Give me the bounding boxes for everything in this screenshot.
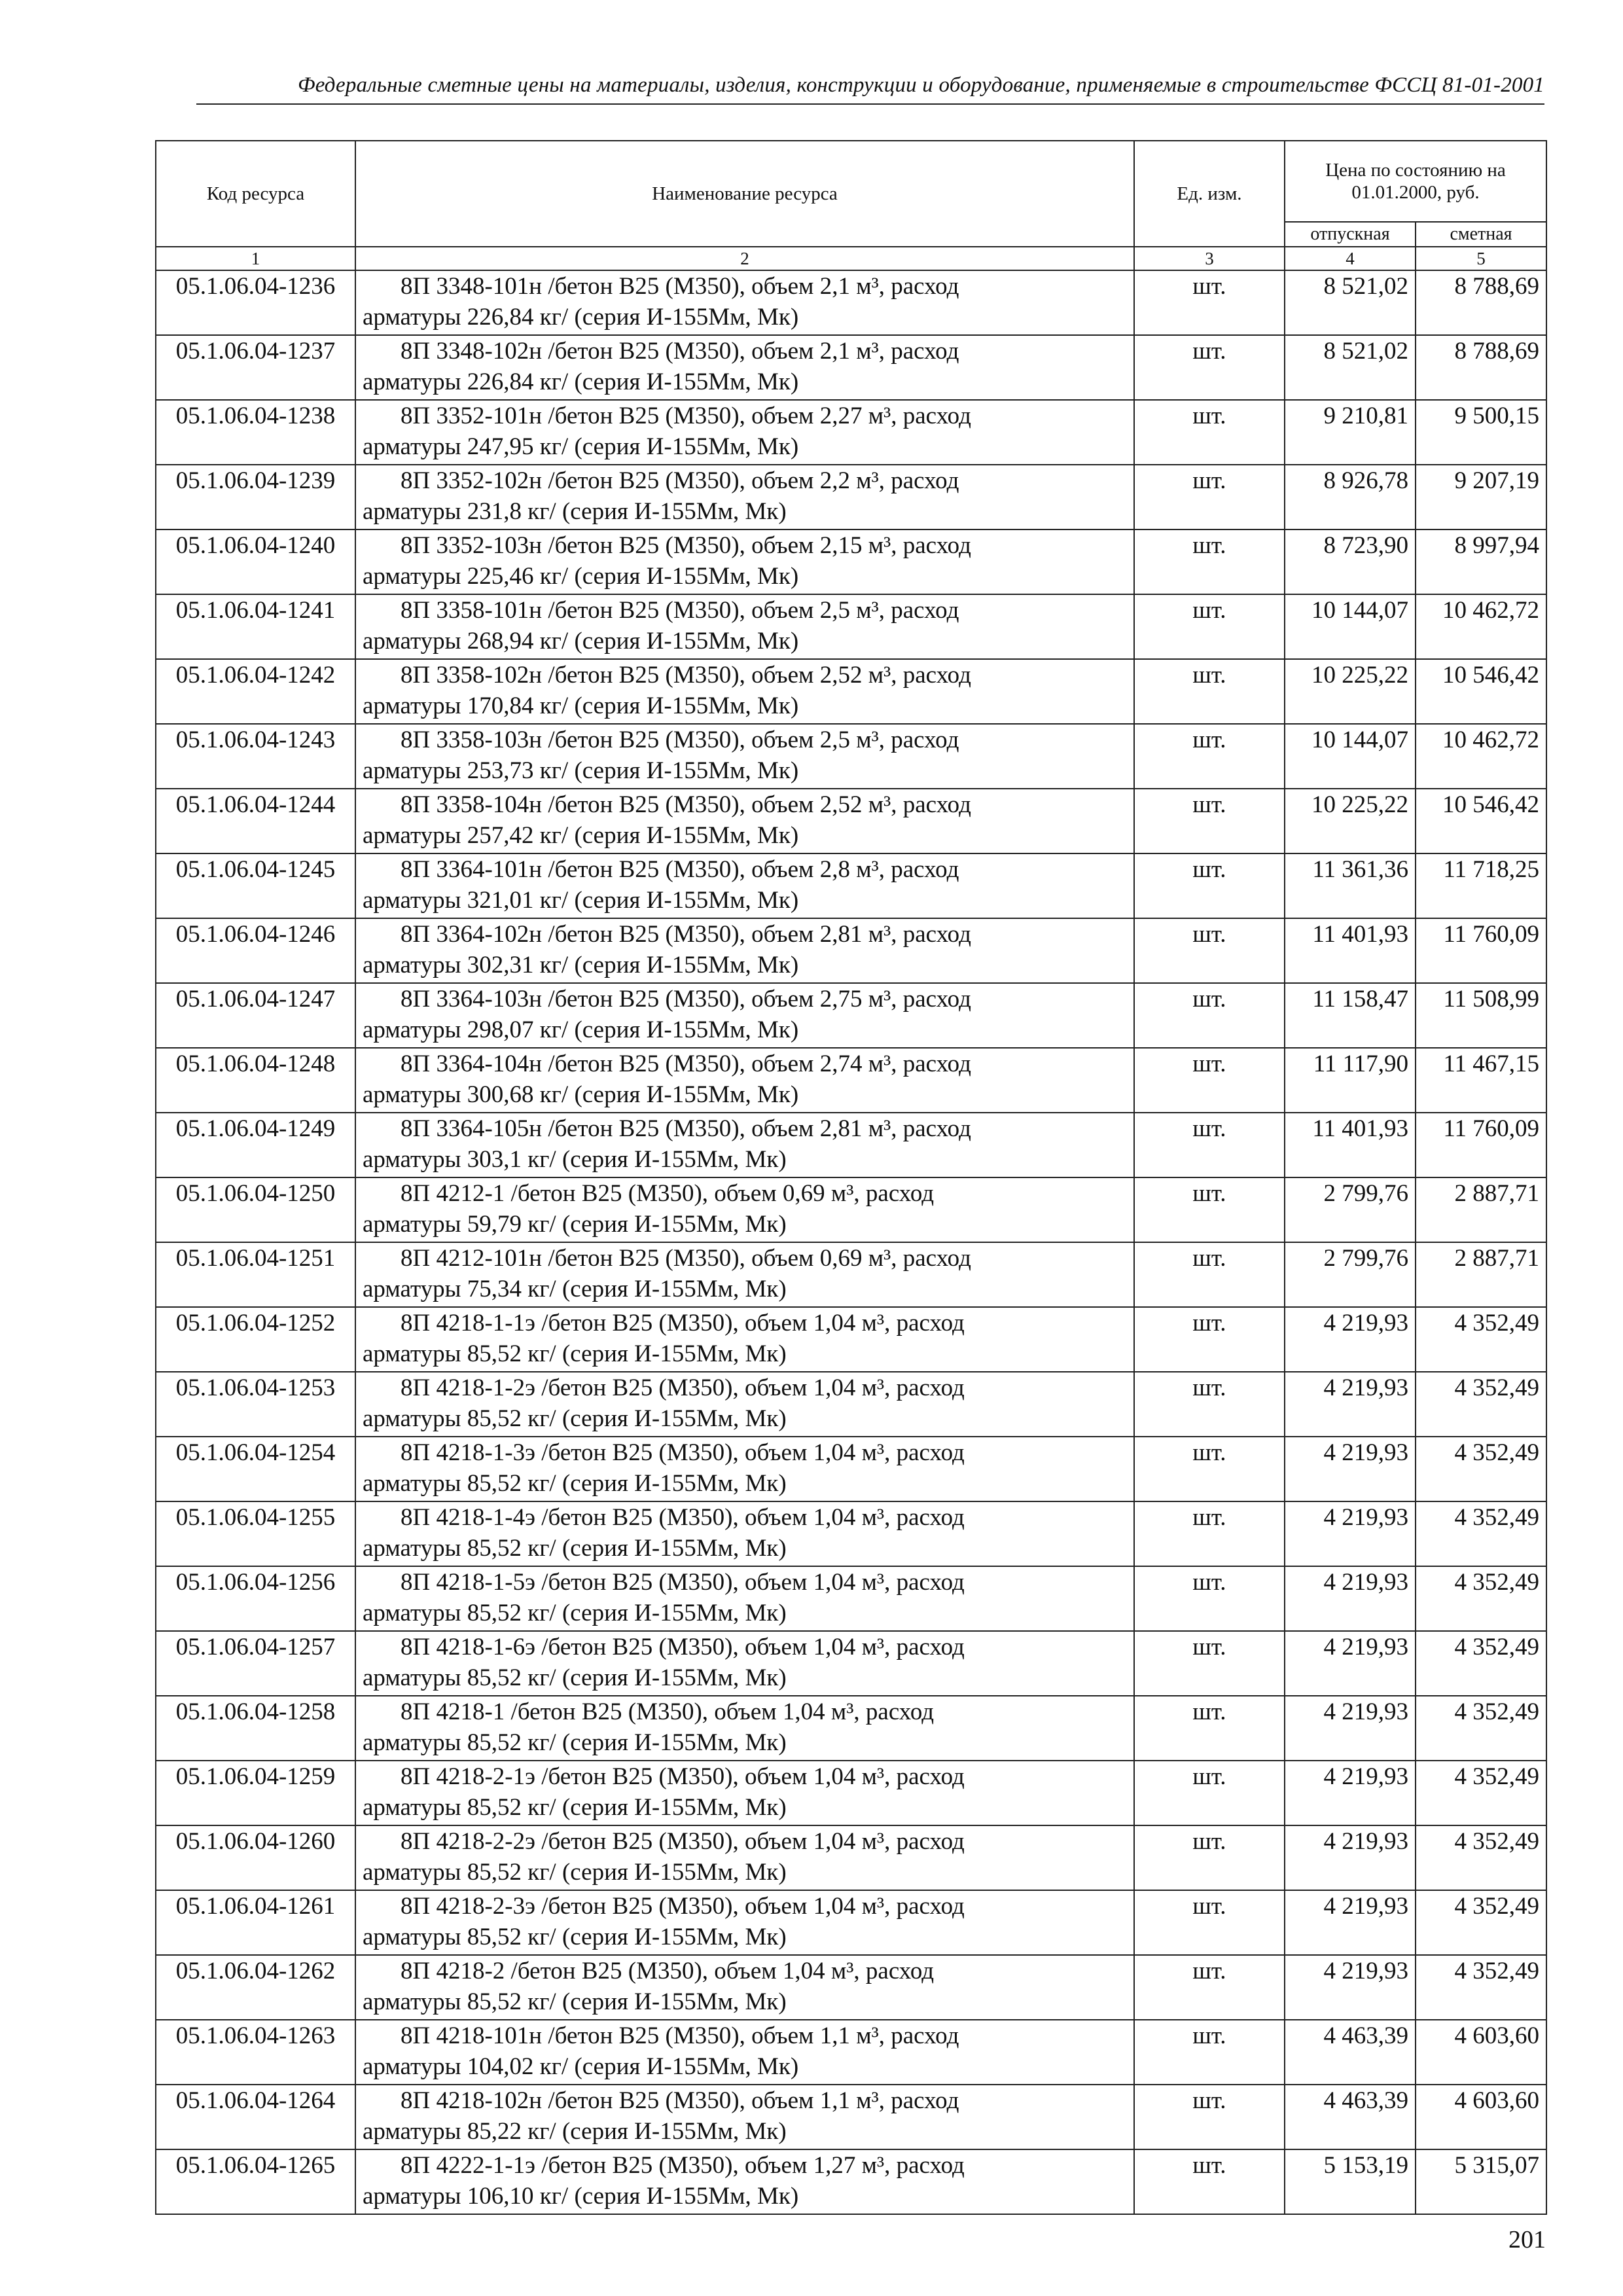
resource-name-line: 8П 3358-102н /бетон В25 (М350), объем 2,52 м³, расход xyxy=(401,662,971,689)
resource-name-line: арматуры 298,07 кг/ (серия И-155Мм, Мк) xyxy=(363,1016,799,1043)
unit-of-measure: шт. xyxy=(1134,1825,1285,1890)
release-price: 4 219,93 xyxy=(1285,1372,1416,1437)
resource-code: 05.1.06.04-1238 xyxy=(156,400,355,465)
resource-code: 05.1.06.04-1244 xyxy=(156,789,355,853)
release-price: 5 153,19 xyxy=(1285,2149,1416,2214)
resource-name-line: 8П 4218-1-4э /бетон В25 (М350), объем 1,04 м³, расход xyxy=(401,1504,965,1531)
estimate-price: 4 352,49 xyxy=(1416,1955,1546,2020)
resource-name-line: арматуры 247,95 кг/ (серия И-155Мм, Мк) xyxy=(363,433,799,460)
resource-name xyxy=(355,400,1134,465)
unit-of-measure: шт. xyxy=(1134,918,1285,983)
resource-name-line: 8П 4212-101н /бетон В25 (М350), объем 0,69 м³, расход xyxy=(401,1245,971,1272)
unit-of-measure: шт. xyxy=(1134,724,1285,789)
resource-name-line: 8П 3348-102н /бетон В25 (М350), объем 2,1 м³, расход xyxy=(401,338,959,365)
resource-name-line: 8П 4218-2-1э /бетон В25 (М350), объем 1,04 м³, расход xyxy=(401,1763,965,1790)
resource-name xyxy=(355,1242,1134,1307)
resource-code: 05.1.06.04-1259 xyxy=(156,1761,355,1825)
table-row xyxy=(156,465,1546,529)
resource-name-line: 8П 3352-102н /бетон В25 (М350), объем 2,2 м³, расход xyxy=(401,467,959,494)
resource-code: 05.1.06.04-1237 xyxy=(156,335,355,400)
resource-name-line: арматуры 85,52 кг/ (серия И-155Мм, Мк) xyxy=(363,1988,787,2015)
estimate-price: 11 760,09 xyxy=(1416,918,1546,983)
resource-name-line: 8П 3364-101н /бетон В25 (М350), объем 2,8 м³, расход xyxy=(401,856,959,883)
resource-name-line: 8П 4218-102н /бетон В25 (М350), объем 1,1 м³, расход xyxy=(401,2087,959,2114)
resource-name-line: арматуры 85,52 кг/ (серия И-155Мм, Мк) xyxy=(363,1729,787,1756)
release-price: 11 361,36 xyxy=(1285,853,1416,918)
estimate-price: 4 352,49 xyxy=(1416,1631,1546,1696)
table-row xyxy=(156,1501,1546,1566)
estimate-price: 8 788,69 xyxy=(1416,270,1546,335)
resource-name-line: 8П 4218-1 /бетон В25 (М350), объем 1,04 м³, расход xyxy=(401,1698,935,1725)
resource-name-line: 8П 4218-1-1э /бетон В25 (М350), объем 1,04 м³, расход xyxy=(401,1310,965,1336)
release-price: 4 463,39 xyxy=(1285,2020,1416,2085)
price-table xyxy=(155,140,1547,2215)
resource-name-line: арматуры 170,84 кг/ (серия И-155Мм, Мк) xyxy=(363,692,799,719)
resource-name-line: арматуры 85,52 кг/ (серия И-155Мм, Мк) xyxy=(363,1859,787,1886)
resource-name-line: арматуры 59,79 кг/ (серия И-155Мм, Мк) xyxy=(363,1211,787,1238)
estimate-price: 4 352,49 xyxy=(1416,1825,1546,1890)
resource-name-line: арматуры 75,34 кг/ (серия И-155Мм, Мк) xyxy=(363,1276,787,1302)
resource-name-line: арматуры 106,10 кг/ (серия И-155Мм, Мк) xyxy=(363,2183,799,2210)
resource-name xyxy=(355,2085,1134,2149)
release-price: 11 401,93 xyxy=(1285,1113,1416,1177)
release-price: 4 219,93 xyxy=(1285,1761,1416,1825)
column-number: 5 xyxy=(1416,247,1546,270)
unit-of-measure: шт. xyxy=(1134,1696,1285,1761)
resource-name xyxy=(355,1113,1134,1177)
header-unit: Ед. изм. xyxy=(1134,141,1285,247)
resource-name-line: арматуры 321,01 кг/ (серия И-155Мм, Мк) xyxy=(363,887,799,914)
release-price: 2 799,76 xyxy=(1285,1177,1416,1242)
unit-of-measure: шт. xyxy=(1134,1955,1285,2020)
release-price: 8 926,78 xyxy=(1285,465,1416,529)
table-row xyxy=(156,1372,1546,1437)
table-row xyxy=(156,400,1546,465)
resource-name-line: арматуры 253,73 кг/ (серия И-155Мм, Мк) xyxy=(363,757,799,784)
estimate-price: 5 315,07 xyxy=(1416,2149,1546,2214)
resource-name-line: 8П 4218-2 /бетон В25 (М350), объем 1,04 м³, расход xyxy=(401,1958,935,1984)
resource-code: 05.1.06.04-1261 xyxy=(156,1890,355,1955)
estimate-price: 10 546,42 xyxy=(1416,659,1546,724)
resource-name-line: арматуры 226,84 кг/ (серия И-155Мм, Мк) xyxy=(363,304,799,331)
release-price: 4 219,93 xyxy=(1285,1890,1416,1955)
resource-name-line: арматуры 104,02 кг/ (серия И-155Мм, Мк) xyxy=(363,2053,799,2080)
unit-of-measure: шт. xyxy=(1134,529,1285,594)
release-price: 8 521,02 xyxy=(1285,270,1416,335)
resource-code: 05.1.06.04-1260 xyxy=(156,1825,355,1890)
resource-name-line: 8П 4218-2-2э /бетон В25 (М350), объем 1,04 м³, расход xyxy=(401,1828,965,1855)
table-body xyxy=(156,270,1546,2214)
table-row xyxy=(156,724,1546,789)
table-row xyxy=(156,2085,1546,2149)
estimate-price: 10 462,72 xyxy=(1416,724,1546,789)
column-number: 4 xyxy=(1285,247,1416,270)
resource-name-line: арматуры 226,84 кг/ (серия И-155Мм, Мк) xyxy=(363,368,799,395)
resource-name xyxy=(355,1437,1134,1501)
resource-name-line: арматуры 85,52 кг/ (серия И-155Мм, Мк) xyxy=(363,1535,787,1562)
unit-of-measure: шт. xyxy=(1134,1242,1285,1307)
resource-name-line: 8П 4218-1-6э /бетон В25 (М350), объем 1,04 м³, расход xyxy=(401,1634,965,1660)
resource-name-line: арматуры 85,52 кг/ (серия И-155Мм, Мк) xyxy=(363,1340,787,1367)
unit-of-measure: шт. xyxy=(1134,2149,1285,2214)
table-row xyxy=(156,983,1546,1048)
estimate-price: 4 352,49 xyxy=(1416,1761,1546,1825)
resource-code: 05.1.06.04-1251 xyxy=(156,1242,355,1307)
unit-of-measure: шт. xyxy=(1134,1437,1285,1501)
resource-code: 05.1.06.04-1257 xyxy=(156,1631,355,1696)
resource-name xyxy=(355,2149,1134,2214)
table-row xyxy=(156,1177,1546,1242)
resource-name-line: 8П 3364-102н /бетон В25 (М350), объем 2,81 м³, расход xyxy=(401,921,971,948)
resource-name-line: 8П 4218-1-2э /бетон В25 (М350), объем 1,04 м³, расход xyxy=(401,1374,965,1401)
resource-name-line: арматуры 85,52 кг/ (серия И-155Мм, Мк) xyxy=(363,1664,787,1691)
resource-name-line: 8П 3358-101н /бетон В25 (М350), объем 2,5 м³, расход xyxy=(401,597,959,624)
release-price: 2 799,76 xyxy=(1285,1242,1416,1307)
resource-name-line: арматуры 231,8 кг/ (серия И-155Мм, Мк) xyxy=(363,498,787,525)
table-row xyxy=(156,1113,1546,1177)
resource-name-line: арматуры 268,94 кг/ (серия И-155Мм, Мк) xyxy=(363,628,799,655)
resource-code: 05.1.06.04-1248 xyxy=(156,1048,355,1113)
unit-of-measure: шт. xyxy=(1134,1501,1285,1566)
unit-of-measure: шт. xyxy=(1134,400,1285,465)
resource-name xyxy=(355,1696,1134,1761)
unit-of-measure: шт. xyxy=(1134,853,1285,918)
resource-name-line: арматуры 85,52 кг/ (серия И-155Мм, Мк) xyxy=(363,1924,787,1950)
unit-of-measure: шт. xyxy=(1134,2085,1285,2149)
table-row xyxy=(156,1307,1546,1372)
unit-of-measure: шт. xyxy=(1134,659,1285,724)
column-number-row xyxy=(156,247,1546,270)
resource-code: 05.1.06.04-1242 xyxy=(156,659,355,724)
resource-name-line: 8П 3348-101н /бетон В25 (М350), объем 2,1 м³, расход xyxy=(401,273,959,300)
resource-name xyxy=(355,1955,1134,2020)
resource-name-line: арматуры 300,68 кг/ (серия И-155Мм, Мк) xyxy=(363,1081,799,1108)
resource-name xyxy=(355,1890,1134,1955)
release-price: 4 219,93 xyxy=(1285,1631,1416,1696)
table-row xyxy=(156,1437,1546,1501)
table-row xyxy=(156,270,1546,335)
resource-name xyxy=(355,659,1134,724)
unit-of-measure: шт. xyxy=(1134,335,1285,400)
resource-name-line: 8П 4222-1-1э /бетон В25 (М350), объем 1,27 м³, расход xyxy=(401,2152,965,2179)
table-row xyxy=(156,1242,1546,1307)
estimate-price: 4 352,49 xyxy=(1416,1307,1546,1372)
resource-name-line: арматуры 302,31 кг/ (серия И-155Мм, Мк) xyxy=(363,952,799,978)
resource-name-line: арматуры 85,52 кг/ (серия И-155Мм, Мк) xyxy=(363,1405,787,1432)
header-release: отпускная xyxy=(1285,222,1416,247)
release-price: 9 210,81 xyxy=(1285,400,1416,465)
unit-of-measure: шт. xyxy=(1134,1307,1285,1372)
resource-code: 05.1.06.04-1258 xyxy=(156,1696,355,1761)
resource-name xyxy=(355,918,1134,983)
resource-code: 05.1.06.04-1253 xyxy=(156,1372,355,1437)
resource-code: 05.1.06.04-1263 xyxy=(156,2020,355,2085)
resource-name xyxy=(355,789,1134,853)
estimate-price: 11 760,09 xyxy=(1416,1113,1546,1177)
estimate-price: 2 887,71 xyxy=(1416,1177,1546,1242)
column-number: 3 xyxy=(1134,247,1285,270)
table-row xyxy=(156,529,1546,594)
table-row xyxy=(156,594,1546,659)
estimate-price: 11 718,25 xyxy=(1416,853,1546,918)
estimate-price: 4 352,49 xyxy=(1416,1437,1546,1501)
release-price: 10 225,22 xyxy=(1285,659,1416,724)
estimate-price: 4 352,49 xyxy=(1416,1372,1546,1437)
unit-of-measure: шт. xyxy=(1134,2020,1285,2085)
header-estimate: сметная xyxy=(1416,222,1546,247)
unit-of-measure: шт. xyxy=(1134,465,1285,529)
column-number: 1 xyxy=(156,247,355,270)
resource-code: 05.1.06.04-1256 xyxy=(156,1566,355,1631)
table-row xyxy=(156,1761,1546,1825)
table-row xyxy=(156,853,1546,918)
resource-name-line: 8П 3352-103н /бетон В25 (М350), объем 2,15 м³, расход xyxy=(401,532,971,559)
resource-name xyxy=(355,1825,1134,1890)
unit-of-measure: шт. xyxy=(1134,1177,1285,1242)
estimate-price: 4 352,49 xyxy=(1416,1890,1546,1955)
estimate-price: 8 997,94 xyxy=(1416,529,1546,594)
unit-of-measure: шт. xyxy=(1134,983,1285,1048)
table-row xyxy=(156,1048,1546,1113)
unit-of-measure: шт. xyxy=(1134,1761,1285,1825)
resource-name-line: 8П 4218-1-3э /бетон В25 (М350), объем 1,04 м³, расход xyxy=(401,1439,965,1466)
resource-code: 05.1.06.04-1255 xyxy=(156,1501,355,1566)
resource-name-line: арматуры 85,52 кг/ (серия И-155Мм, Мк) xyxy=(363,1600,787,1626)
table-row xyxy=(156,1825,1546,1890)
resource-name-line: арматуры 225,46 кг/ (серия И-155Мм, Мк) xyxy=(363,563,799,590)
unit-of-measure: шт. xyxy=(1134,1113,1285,1177)
resource-name xyxy=(355,529,1134,594)
resource-name-line: 8П 3358-104н /бетон В25 (М350), объем 2,52 м³, расход xyxy=(401,791,971,818)
estimate-price: 8 788,69 xyxy=(1416,335,1546,400)
release-price: 4 219,93 xyxy=(1285,1825,1416,1890)
release-price: 10 144,07 xyxy=(1285,594,1416,659)
estimate-price: 4 352,49 xyxy=(1416,1566,1546,1631)
resource-name xyxy=(355,983,1134,1048)
release-price: 4 219,93 xyxy=(1285,1501,1416,1566)
table-row xyxy=(156,335,1546,400)
table-row xyxy=(156,2020,1546,2085)
unit-of-measure: шт. xyxy=(1134,1048,1285,1113)
unit-of-measure: шт. xyxy=(1134,1631,1285,1696)
resource-code: 05.1.06.04-1245 xyxy=(156,853,355,918)
unit-of-measure: шт. xyxy=(1134,594,1285,659)
resource-name-line: 8П 3364-103н /бетон В25 (М350), объем 2,75 м³, расход xyxy=(401,986,971,1013)
resource-code: 05.1.06.04-1239 xyxy=(156,465,355,529)
unit-of-measure: шт. xyxy=(1134,1566,1285,1631)
resource-code: 05.1.06.04-1241 xyxy=(156,594,355,659)
unit-of-measure: шт. xyxy=(1134,1890,1285,1955)
release-price: 11 117,90 xyxy=(1285,1048,1416,1113)
resource-name xyxy=(355,1631,1134,1696)
resource-name-line: 8П 4218-2-3э /бетон В25 (М350), объем 1,04 м³, расход xyxy=(401,1893,965,1920)
resource-code: 05.1.06.04-1264 xyxy=(156,2085,355,2149)
resource-code: 05.1.06.04-1262 xyxy=(156,1955,355,2020)
header-code: Код ресурса xyxy=(156,141,355,247)
resource-name xyxy=(355,1372,1134,1437)
unit-of-measure: шт. xyxy=(1134,270,1285,335)
header-name: Наименование ресурса xyxy=(355,141,1134,247)
release-price: 4 219,93 xyxy=(1285,1566,1416,1631)
estimate-price: 4 603,60 xyxy=(1416,2020,1546,2085)
release-price: 11 401,93 xyxy=(1285,918,1416,983)
table-row xyxy=(156,789,1546,853)
table-row xyxy=(156,2149,1546,2214)
resource-name xyxy=(355,1566,1134,1631)
header-price-line2: 01.01.2000, руб. xyxy=(1351,182,1480,203)
resource-name-line: 8П 4218-1-5э /бетон В25 (М350), объем 1,04 м³, расход xyxy=(401,1569,965,1596)
resource-name xyxy=(355,465,1134,529)
estimate-price: 11 467,15 xyxy=(1416,1048,1546,1113)
resource-name xyxy=(355,594,1134,659)
resource-code: 05.1.06.04-1247 xyxy=(156,983,355,1048)
resource-name-line: 8П 4218-101н /бетон В25 (М350), объем 1,1 м³, расход xyxy=(401,2022,959,2049)
release-price: 4 463,39 xyxy=(1285,2085,1416,2149)
estimate-price: 4 352,49 xyxy=(1416,1501,1546,1566)
resource-name-line: арматуры 85,52 кг/ (серия И-155Мм, Мк) xyxy=(363,1794,787,1821)
estimate-price: 4 603,60 xyxy=(1416,2085,1546,2149)
table-row xyxy=(156,1955,1546,2020)
resource-code: 05.1.06.04-1265 xyxy=(156,2149,355,2214)
resource-name xyxy=(355,270,1134,335)
resource-name xyxy=(355,1761,1134,1825)
resource-name xyxy=(355,2020,1134,2085)
release-price: 10 144,07 xyxy=(1285,724,1416,789)
column-number: 2 xyxy=(355,247,1134,270)
release-price: 4 219,93 xyxy=(1285,1955,1416,2020)
resource-name xyxy=(355,335,1134,400)
resource-code: 05.1.06.04-1240 xyxy=(156,529,355,594)
resource-name xyxy=(355,1177,1134,1242)
table-header xyxy=(156,141,1546,270)
resource-code: 05.1.06.04-1254 xyxy=(156,1437,355,1501)
estimate-price: 2 887,71 xyxy=(1416,1242,1546,1307)
resource-name-line: 8П 3358-103н /бетон В25 (М350), объем 2,5 м³, расход xyxy=(401,726,959,753)
resource-name-line: 8П 3364-105н /бетон В25 (М350), объем 2,81 м³, расход xyxy=(401,1115,971,1142)
release-price: 10 225,22 xyxy=(1285,789,1416,853)
resource-name xyxy=(355,724,1134,789)
resource-name-line: арматуры 257,42 кг/ (серия И-155Мм, Мк) xyxy=(363,822,799,849)
table-row xyxy=(156,1696,1546,1761)
resource-name-line: 8П 3352-101н /бетон В25 (М350), объем 2,27 м³, расход xyxy=(401,403,971,429)
resource-name xyxy=(355,1048,1134,1113)
table-row xyxy=(156,1566,1546,1631)
resource-name xyxy=(355,1501,1134,1566)
running-header: Федеральные сметные цены на материалы, изделия, конструкции и оборудование, применяемые в строительстве ФССЦ 81-01-2001 xyxy=(297,73,1544,97)
resource-code: 05.1.06.04-1246 xyxy=(156,918,355,983)
resource-name xyxy=(355,1307,1134,1372)
resource-name-line: арматуры 303,1 кг/ (серия И-155Мм, Мк) xyxy=(363,1146,787,1173)
release-price: 4 219,93 xyxy=(1285,1307,1416,1372)
resource-code: 05.1.06.04-1249 xyxy=(156,1113,355,1177)
resource-name xyxy=(355,853,1134,918)
table-row xyxy=(156,659,1546,724)
resource-name-line: 8П 3364-104н /бетон В25 (М350), объем 2,74 м³, расход xyxy=(401,1050,971,1077)
header-price-group xyxy=(1285,141,1546,222)
release-price: 4 219,93 xyxy=(1285,1696,1416,1761)
resource-code: 05.1.06.04-1252 xyxy=(156,1307,355,1372)
release-price: 11 158,47 xyxy=(1285,983,1416,1048)
unit-of-measure: шт. xyxy=(1134,1372,1285,1437)
table-row xyxy=(156,918,1546,983)
estimate-price: 10 462,72 xyxy=(1416,594,1546,659)
release-price: 8 521,02 xyxy=(1285,335,1416,400)
table-row xyxy=(156,1631,1546,1696)
resource-code: 05.1.06.04-1250 xyxy=(156,1177,355,1242)
estimate-price: 11 508,99 xyxy=(1416,983,1546,1048)
release-price: 4 219,93 xyxy=(1285,1437,1416,1501)
unit-of-measure: шт. xyxy=(1134,789,1285,853)
resource-code: 05.1.06.04-1243 xyxy=(156,724,355,789)
page-number: 201 xyxy=(1508,2226,1546,2253)
resource-code: 05.1.06.04-1236 xyxy=(156,270,355,335)
estimate-price: 10 546,42 xyxy=(1416,789,1546,853)
release-price: 8 723,90 xyxy=(1285,529,1416,594)
resource-name-line: арматуры 85,22 кг/ (серия И-155Мм, Мк) xyxy=(363,2118,787,2145)
estimate-price: 4 352,49 xyxy=(1416,1696,1546,1761)
estimate-price: 9 500,15 xyxy=(1416,400,1546,465)
table-row xyxy=(156,1890,1546,1955)
resource-name-line: 8П 4212-1 /бетон В25 (М350), объем 0,69 м³, расход xyxy=(401,1180,935,1207)
header-price-line1: Цена по состоянию на xyxy=(1325,160,1506,181)
estimate-price: 9 207,19 xyxy=(1416,465,1546,529)
header-rule xyxy=(196,103,1544,105)
resource-name-line: арматуры 85,52 кг/ (серия И-155Мм, Мк) xyxy=(363,1470,787,1497)
